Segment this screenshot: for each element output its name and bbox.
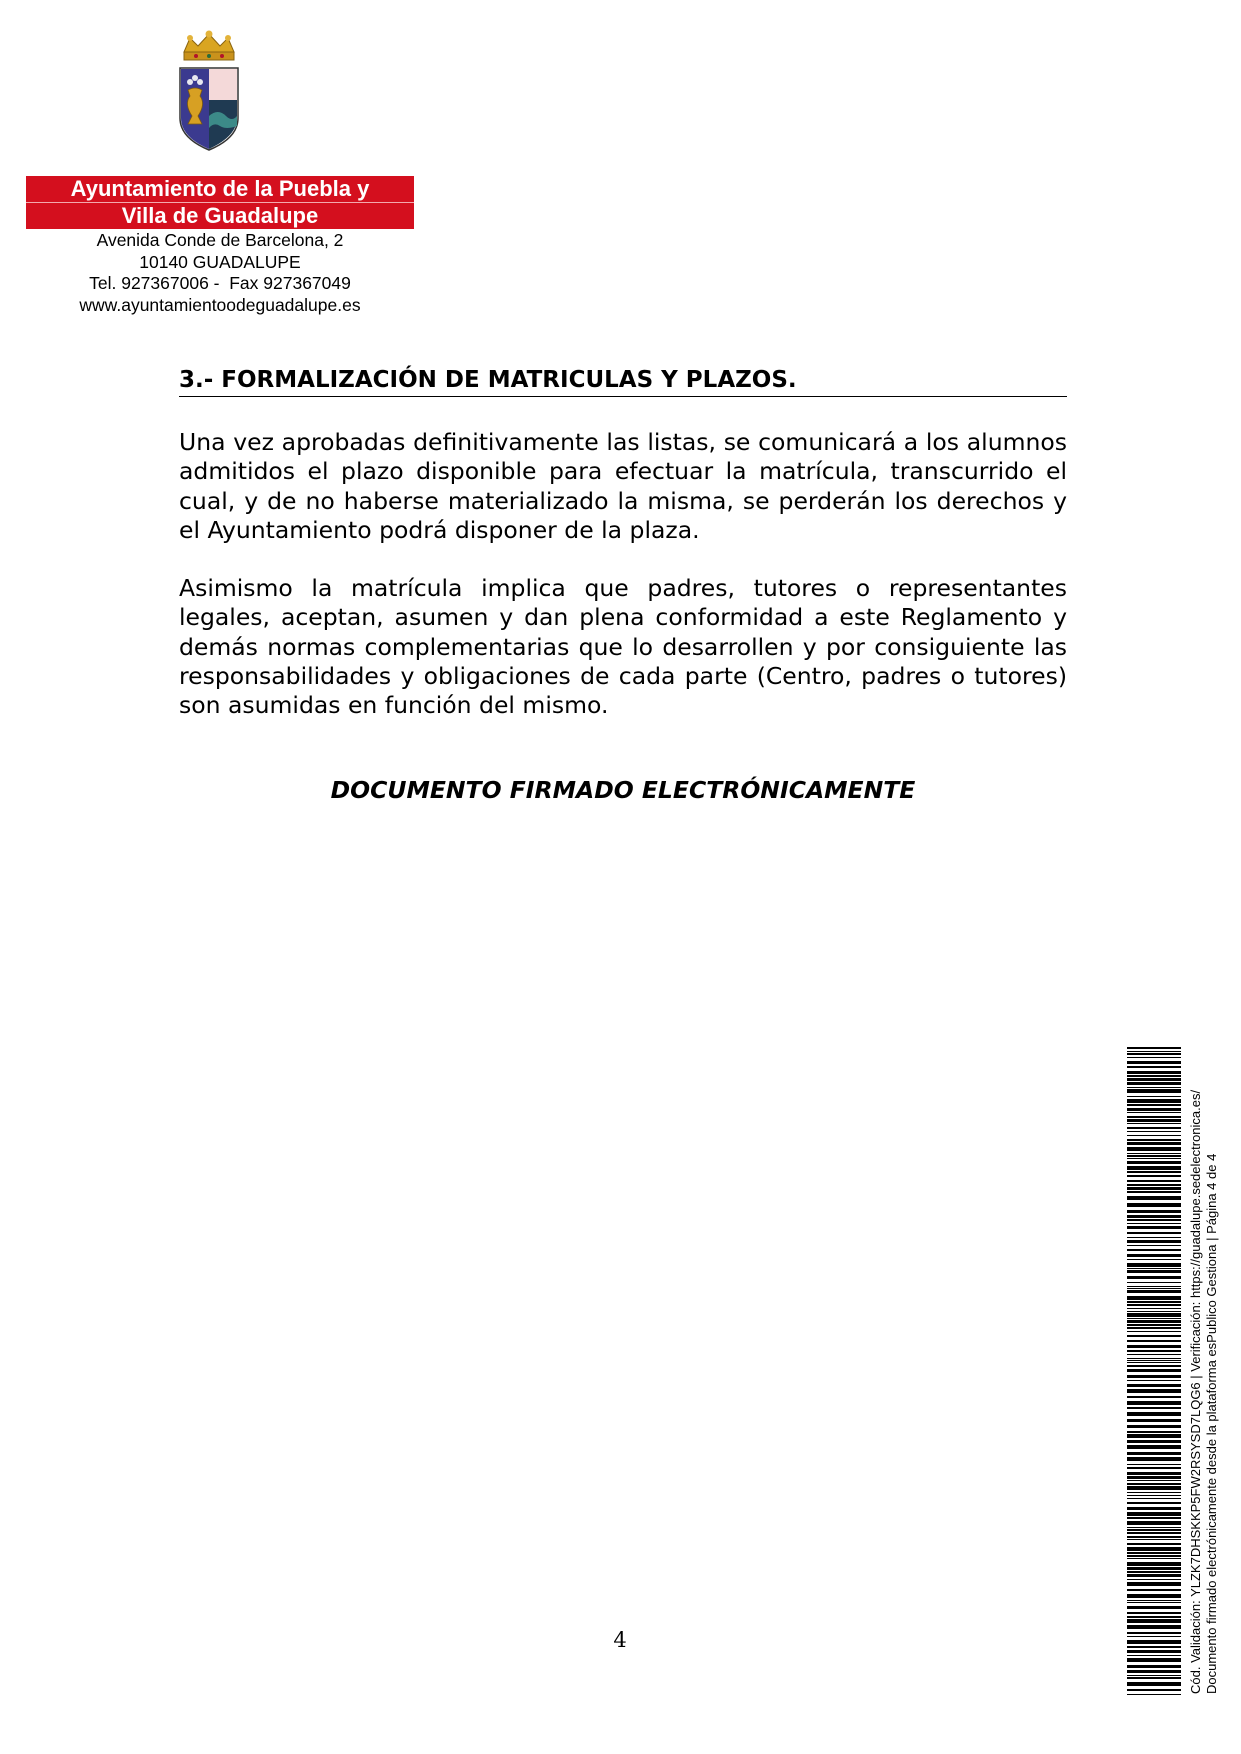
barcode-bar [1127,1502,1181,1504]
barcode-bar [1127,1495,1181,1496]
barcode-bar [1127,1412,1181,1416]
barcode-bar [1127,1158,1181,1159]
barcode-bar [1127,1636,1181,1637]
barcode-bar [1127,1175,1181,1177]
barcode-bar [1127,1123,1181,1124]
barcode-bar [1127,1589,1181,1591]
barcode-bar [1127,1191,1181,1193]
barcode-bar [1127,1104,1181,1106]
barcode-bar [1127,1270,1181,1273]
barcode-bar [1127,1498,1181,1499]
barcode-bar [1127,1051,1181,1052]
barcode-bar [1127,1445,1181,1449]
barcode-bar [1127,1099,1181,1103]
barcode-bar [1127,1457,1181,1461]
barcode-bar [1127,1180,1181,1182]
barcode-bar [1127,1226,1181,1229]
barcode-bar [1127,1075,1181,1077]
organization-name-banner [26,176,414,229]
barcode-bar [1127,1655,1181,1656]
verification-text [1188,1054,1224,1694]
barcode-bar [1127,1440,1181,1443]
barcode-bar [1127,1452,1181,1455]
barcode-bar [1127,1354,1181,1355]
barcode-bar [1127,1521,1181,1525]
barcode-bar [1127,1290,1181,1293]
barcode-bar [1127,1311,1181,1312]
barcode-bar [1127,1096,1181,1097]
barcode-bar [1127,1313,1181,1317]
barcode-bar [1127,1203,1181,1207]
barcode-bar [1127,1579,1181,1580]
barcode-bar [1127,1215,1181,1218]
barcode-bar [1127,1350,1181,1352]
barcode-bar [1127,1552,1181,1554]
barcode-bar [1127,1689,1181,1691]
barcode-bar [1127,1425,1181,1428]
barcode-bar [1127,1558,1181,1559]
barcode-bar [1127,1155,1181,1157]
barcode-bar [1127,1650,1181,1653]
barcode-bar [1127,1431,1181,1433]
barcode-bar [1127,1594,1181,1598]
barcode-bar [1127,1571,1181,1573]
barcode-bar [1127,1282,1181,1283]
barcode-bar [1127,1057,1181,1058]
barcode-bar [1127,1407,1181,1409]
barcode-bar [1127,1127,1181,1129]
barcode-bar [1127,1567,1181,1570]
barcode-bar [1127,1082,1181,1085]
barcode-bar [1127,1119,1181,1122]
barcode-bar [1127,1296,1181,1300]
barcode-bar [1127,1112,1181,1113]
barcode-bar [1127,1612,1181,1614]
barcode-bar [1127,1677,1181,1679]
barcode-bar [1127,1574,1181,1577]
barcode-bar [1127,1555,1181,1557]
validation-barcode [1127,1047,1181,1695]
barcode-bar [1127,1071,1181,1074]
section-heading: 3.- FORMALIZACIÓN DE MATRICULAS Y PLAZOS. [179,366,1067,397]
barcode-bar [1127,1147,1181,1151]
paragraph-enrollment-deadline: Una vez aprobadas definitivamente las listas, se comunicará a los alumnos admitidos el plazo disponible para efectuar la matrícula, transcurrido el cual, y de no haberse materializado la misma, se perderán los derechos y el Ayuntamiento podrá disponer de la plaza. [179,428,1067,544]
barcode-bar [1127,1161,1181,1164]
barcode-bar [1127,1249,1181,1251]
barcode-bar [1127,1061,1181,1064]
barcode-bar [1127,1389,1181,1393]
barcode-bar [1127,1434,1181,1438]
barcode-bar [1127,1646,1181,1648]
barcode-bar [1127,1517,1181,1519]
barcode-bar [1127,1259,1181,1260]
barcode-bar [1127,1616,1181,1618]
barcode-bar [1127,1543,1181,1545]
coat-of-arms-logo [176,30,242,152]
barcode-bar [1127,1532,1181,1534]
address-phone-fax: Tel. 927367006 - Fax 927367049 [89,273,351,293]
barcode-bar [1127,1380,1181,1381]
barcode-bar [1127,1602,1181,1603]
barcode-bar [1127,1658,1181,1662]
barcode-bar [1127,1166,1181,1170]
verification-code-line: Cód. Validación: YLZK7DHSKKP5FW2RSYSD7LQG6 | Verificación: https://guadalupe.sedelectronica.es/ [1188,1089,1203,1694]
barcode-bar [1127,1670,1181,1673]
barcode-bar [1127,1288,1181,1289]
barcode-bar [1127,1640,1181,1644]
barcode-bar [1127,1078,1181,1081]
barcode-bar [1127,1286,1181,1287]
barcode-bar [1127,1237,1181,1238]
organization-website: www.ayuntamientoodeguadalupe.es [79,294,361,315]
barcode-bar [1127,1480,1181,1481]
barcode-bar [1127,1139,1181,1141]
barcode-bar [1127,1135,1181,1136]
verification-platform-line: Documento firmado electrónicamente desde la plataforma esPublico Gestiona | Página 4 de 4 [1204,1153,1219,1694]
organization-address [26,230,414,316]
barcode-bar [1127,1606,1181,1609]
barcode-bar [1127,1401,1181,1405]
barcode-bar [1127,1276,1181,1279]
barcode-bar [1127,1527,1181,1528]
barcode-bar [1127,1131,1181,1132]
barcode-bar [1127,1562,1181,1566]
barcode-bar [1127,1358,1181,1359]
barcode-bar [1127,1254,1181,1257]
barcode-bar [1127,1324,1181,1326]
barcode-bar [1127,1171,1181,1173]
barcode-bar [1127,1467,1181,1469]
barcode-bar [1127,1210,1181,1213]
barcode-bar [1127,1184,1181,1186]
barcode-bar [1127,1665,1181,1668]
barcode-bar [1127,1483,1181,1485]
barcode-bar [1127,1219,1181,1221]
barcode-bar [1127,1547,1181,1551]
barcode-bar [1127,1625,1181,1629]
barcode-bar [1127,1539,1181,1540]
barcode-bar [1127,1529,1181,1531]
paragraph-regulation-acceptance: Asimismo la matrícula implica que padres, tutores o representantes legales, aceptan, asumen y dan plena conformidad a este Reglamento y demás normas complementarias que lo desarrollen y por consiguiente las responsabilidades y obligaciones de cada parte (Centro, padres o tutores) son asumidas en función del mismo. [179,574,1067,720]
barcode-bar [1127,1507,1181,1510]
barcode-bar [1127,1320,1181,1323]
barcode-bar [1127,1053,1181,1055]
barcode-bar [1127,1327,1181,1329]
barcode-bar [1127,1675,1181,1676]
barcode-bar [1127,1318,1181,1319]
barcode-bar [1127,1375,1181,1378]
barcode-bar [1127,1232,1181,1234]
page-number: 4 [613,1628,627,1652]
barcode-bar [1127,1335,1181,1337]
barcode-bar [1127,1536,1181,1538]
barcode-bar [1127,1108,1181,1111]
barcode-bar [1127,1472,1181,1475]
barcode-bar [1127,1340,1181,1342]
barcode-bar [1127,1512,1181,1516]
barcode-bar [1127,1047,1181,1049]
barcode-bar [1127,1223,1181,1224]
address-postal-city: 10140 GUADALUPE [139,251,301,272]
barcode-bar [1127,1419,1181,1422]
barcode-bar [1127,1331,1181,1332]
barcode-bar [1127,1263,1181,1267]
barcode-bar [1127,1369,1181,1372]
barcode-bar [1127,1600,1181,1601]
barcode-bar [1127,1196,1181,1200]
organization-name-line1: Ayuntamiento de la Puebla y [70,176,370,201]
barcode-bar [1127,1268,1181,1269]
barcode-bar [1127,1116,1181,1118]
barcode-bar [1127,1464,1181,1465]
barcode-bar [1127,1362,1181,1363]
barcode-bar [1127,1360,1181,1361]
barcode-bar [1127,1632,1181,1634]
barcode-bar [1127,1492,1181,1493]
barcode-bar [1127,1682,1181,1686]
barcode-bar [1127,1308,1181,1309]
barcode-bar [1127,1384,1181,1387]
barcode-bar [1127,1582,1181,1586]
barcode-bar [1127,1304,1181,1306]
barcode-bar [1127,1365,1181,1367]
barcode-bar [1127,1142,1181,1145]
barcode-bar [1127,1066,1181,1068]
address-street: Avenida Conde de Barcelona, 2 [96,230,344,250]
organization-name-line2: Villa de Guadalupe [26,202,414,229]
barcode-bar [1127,1187,1181,1190]
barcode-bar [1127,1619,1181,1623]
barcode-bar [1127,1694,1181,1695]
barcode-bar [1127,1087,1181,1088]
barcode-bar [1127,1240,1181,1243]
barcode-bar [1127,1345,1181,1348]
barcode-bar [1127,1089,1181,1093]
barcode-bar [1127,1396,1181,1398]
barcode-bar [1127,1486,1181,1490]
barcode-bar [1127,1301,1181,1303]
barcode-bar [1127,1245,1181,1246]
electronic-signature-notice: DOCUMENTO FIRMADO ELECTRÓNICAMENTE [330,776,916,804]
barcode-bar [1127,1153,1181,1154]
barcode-bar [1127,1476,1181,1479]
